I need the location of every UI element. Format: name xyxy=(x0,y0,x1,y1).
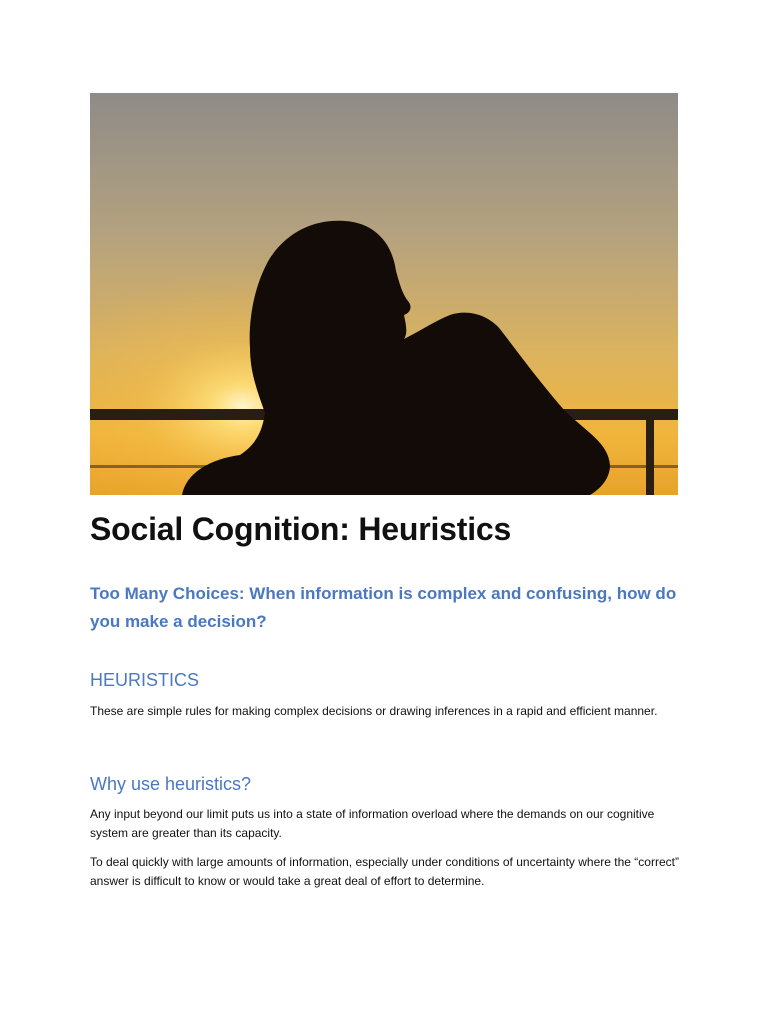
paragraph-information-overload: Any input beyond our limit puts us into a state of information overload where the demands on our cognitive system are greater than its capacity. xyxy=(90,807,655,840)
section-heading-heuristics: HEURISTICS xyxy=(90,670,200,690)
hero-image xyxy=(90,93,678,495)
silhouette-thinking-person-sunset-icon xyxy=(90,93,678,495)
paragraph-uncertainty: To deal quickly with large amounts of information, especially under conditions of uncertainty where the “correct” answer is difficult to know or would take a great deal of effort to determine. xyxy=(90,855,679,888)
subtitle: Too Many Choices: When information is complex and confusing, how do you make a decision? xyxy=(90,584,677,631)
paragraph-heuristics-definition: These are simple rules for making complex decisions or drawing inferences in a rapid and efficient manner. xyxy=(90,704,658,718)
section-heading-why-use-heuristics: Why use heuristics? xyxy=(90,774,252,794)
page-title: Social Cognition: Heuristics xyxy=(90,511,512,547)
